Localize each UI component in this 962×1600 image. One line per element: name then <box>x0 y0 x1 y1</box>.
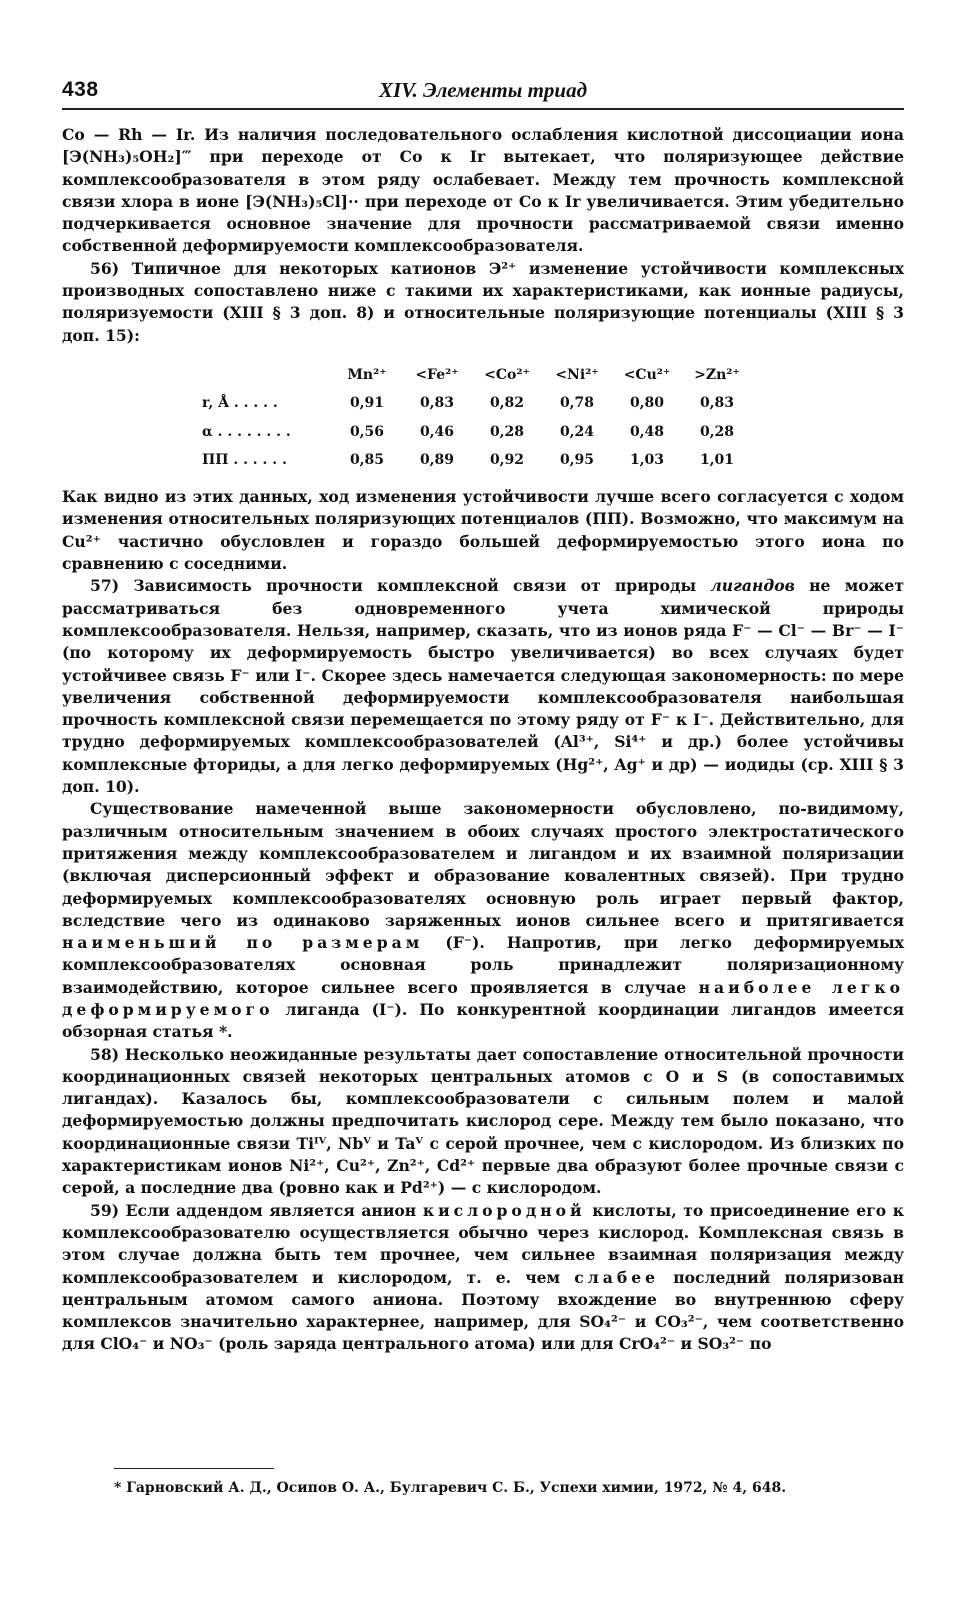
paragraph-56: 56) Типичное для некоторых катионов Э²⁺ изменение устойчивости комплексных производных сопоставлено ниже с такими их характеристиками, как ионные радиусы, поляризуемости (XIII § 3 доп. 8) и относительные поляризующие потенциалы (XIII § 3 доп. 15): <box>62 258 904 345</box>
page-header <box>62 74 904 104</box>
paragraph-59-start: 59) Если аддендом является анион <box>90 1200 417 1220</box>
paragraph-1: Со — Rh — Ir. Из наличия последовательного ослабления кислотной диссоциации иона [Э(NH₃)₅OH₂]‴ при переходе от Со к Ir вытекает, что поляризующее действие комплексообразователя в этом ряду ослабевает. Между тем прочность комплексной связи хлора в ионе [Э(NH₃)₅Cl]·· при переходе от Со к Ir увеличивается. Этим убедительно подчеркивается основное значение для прочности рассматриваемой связи именно собственной деформируемости комплексообразователя. <box>62 125 904 256</box>
ion-properties-table <box>202 361 752 474</box>
table-cell: 0,48 <box>629 423 665 440</box>
table-cell: 1,03 <box>629 451 665 468</box>
table-cell: 0,83 <box>699 395 735 412</box>
table-cell: 0,89 <box>419 451 455 468</box>
table-column-header: <Ni²⁺ <box>555 366 599 383</box>
table-cell: 0,82 <box>489 395 525 412</box>
table-column-header: >Zn²⁺ <box>694 366 740 383</box>
paragraph-conclusion: Как видно из этих данных, ход изменения устойчивости лучше всего согласуется с ходом изменения относительных поляризующих потенциалов (ПП). Возможно, что максимум на Cu²⁺ частично обусловлен и гораздо большей деформируемостью этого иона по сравнению с соседними. <box>62 487 904 574</box>
table-header-row <box>202 361 752 389</box>
ion-properties-table-wrap <box>202 361 904 474</box>
table-cell: 0,56 <box>349 423 385 440</box>
table-cell: 0,85 <box>349 451 385 468</box>
paragraph-mechanism <box>62 798 904 1043</box>
spaced-emphasis-smallest: наименьший по размерам <box>62 933 424 953</box>
table-row-label: r, Å . . . . . <box>202 395 278 412</box>
table-column-header: Mn²⁺ <box>347 366 387 383</box>
table-cell: 0,46 <box>419 423 455 440</box>
table-cell: 0,78 <box>559 395 595 412</box>
running-title: XIV. Элементы триад <box>378 78 588 102</box>
table-cell: 0,24 <box>559 423 595 440</box>
spaced-emphasis-weaker: слабее <box>574 1267 660 1287</box>
table-row <box>202 446 752 474</box>
paragraph-58: 58) Несколько неожиданные результаты дает сопоставление относительной прочности координационных связей некоторых центральных атомов с O и S (в сопоставимых лигандах). Казалось бы, комплексообразователи с сильным полем и малой деформируемостью должны предпочитать кислород сере. Между тем было показано, что координационные связи Tiᴵⱽ, Nbⱽ и Taⱽ с серой прочнее, чем с кислородом. Из близких по характеристикам ионов Ni²⁺, Cu²⁺, Zn²⁺, Cd²⁺ первые два образуют более прочные связи с серой, а последние два (ровно как и Pd²⁺) — с кислородом. <box>62 1044 904 1198</box>
table-corner <box>202 361 332 389</box>
footnote: * Гарновский А. Д., Осипов О. А., Булгаревич С. Б., Успехи химии, 1972, № 4, 648. <box>114 1480 787 1496</box>
table-cell: 0,95 <box>559 451 595 468</box>
paragraph-mechanism-start: Существование намеченной выше закономерности обусловлено, по-видимому, различным относительным значением в обоих случаях простого электростатического притяжения между комплексообразователем и лигандом и их взаимной поляризации (включая дисперсионный эффект и образование ковалентных связей). При трудно деформируемых комплексообразователях основную роль играет первый фактор, вследствие чего из одинаково заряженных ионов сильнее всего и притягивается <box>62 799 904 930</box>
paragraph-59 <box>62 1200 904 1356</box>
table-row <box>202 418 752 446</box>
table-cell: 0,28 <box>699 423 735 440</box>
table-cell: 1,01 <box>699 451 735 468</box>
table-row-label: ПП . . . . . . <box>202 451 287 468</box>
table-cell: 0,91 <box>349 395 385 412</box>
page-body <box>62 124 904 1356</box>
footnote-rule <box>114 1468 274 1469</box>
table-row-label: α . . . . . . . . <box>202 423 291 440</box>
paragraph-mechanism-middle: (F⁻). Напротив, при легко деформируемых комплексообразователях основная роль принадлежит поляризационному взаимодействию, которое сильнее всего проявляется в случае <box>62 933 905 997</box>
table-column-header: <Cu²⁺ <box>623 366 671 383</box>
table-column-header: <Co²⁺ <box>484 366 530 383</box>
paragraph-59-end: последний поляризован центральным атомом самого аниона. Поэтому вхождение во внутреннюю сферу комплексов значительно характернее, например, для SO₄²⁻ и CO₃²⁻, чем соответственно для ClO₄⁻ и NO₃⁻ (роль заряда центрального атома) или для CrO₄²⁻ и SO₃²⁻ по <box>62 1267 904 1354</box>
table-cell: 0,83 <box>419 395 455 412</box>
spaced-emphasis-most-deformable: наиболее легко деформируемого <box>62 977 904 1019</box>
paragraph-57-rest: не может рассматриваться без одновременного учета химической природы комплексообразователя. Нельзя, например, сказать, что из ионов ряда F⁻ — Cl⁻ — Br⁻ — I⁻ (по которому их деформируемость быстро увеличивается) во всех случаях будет устойчивее связь F⁻ или I⁻. Скорее здесь намечается следующая закономерность: по мере увеличения собственной деформируемости комплексообразователя наибольшая прочность комплексной связи перемещается по этому ряду от F⁻ к I⁻. Действительно, для трудно деформируемых комплексообразователей (Al³⁺, Si⁴⁺ и др.) более устойчивы комплексные фториды, а для легко деформируемых (Hg²⁺, Ag⁺ и др) — иодиды (ср. XIII § 3 доп. 10). <box>62 576 904 797</box>
header-rule <box>62 108 904 110</box>
ligands-emphasis: лигандов <box>710 576 795 596</box>
table-row <box>202 389 752 417</box>
paragraph-59-middle: кислоты, то присоединение его к комплексообразователю осуществляется обычно через кислород. Комплексная связь в этом случае должна быть тем прочнее, чем сильнее взаимная поляризация между комплексообразователем и кислородом, т. е. чем <box>62 1200 904 1287</box>
spaced-emphasis-oxygen: кислородной <box>422 1200 586 1220</box>
paragraph-57-start: 57) Зависимость прочности комплексной связи от природы <box>90 576 697 596</box>
page-number: 438 <box>62 78 99 101</box>
table-cell: 0,28 <box>489 423 525 440</box>
paragraph-57 <box>62 575 904 798</box>
paragraph-mechanism-end: лиганда (I⁻). По конкурентной координации лигандов имеется обзорная статья *. <box>62 999 904 1042</box>
table-cell: 0,80 <box>629 395 665 412</box>
book-page <box>62 0 904 1600</box>
table-column-header: <Fe²⁺ <box>415 366 459 383</box>
table-cell: 0,92 <box>489 451 525 468</box>
